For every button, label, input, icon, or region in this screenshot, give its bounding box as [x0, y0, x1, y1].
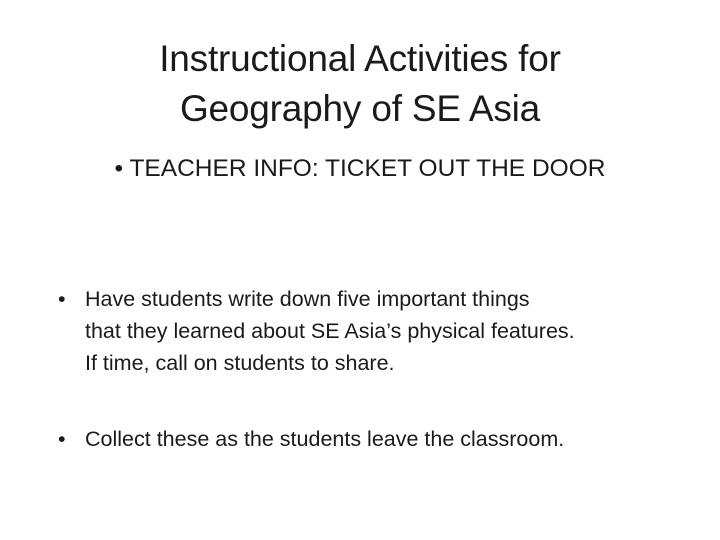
bullet-marker: • [58, 287, 66, 311]
subtitle-text: TEACHER INFO: TICKET OUT THE DOOR [129, 155, 606, 182]
bullet-line: If time, call on students to share. [85, 351, 395, 375]
slide-title [60, 34, 660, 134]
bullet-marker: • [58, 427, 66, 451]
title-line-2: Geography of SE Asia [179, 88, 541, 129]
title-line-1: Instructional Activities for [159, 38, 561, 79]
slide-subtitle [60, 151, 660, 187]
bullet-text [85, 423, 675, 455]
bullet-line: Collect these as the students leave the classroom. [85, 427, 565, 451]
bullet-line: Have students write down five important things [85, 287, 530, 311]
subtitle-bullet: • [114, 155, 124, 182]
bullet-text [85, 283, 675, 379]
bullet-line: that they learned about SE Asia’s physical features. [85, 319, 575, 343]
